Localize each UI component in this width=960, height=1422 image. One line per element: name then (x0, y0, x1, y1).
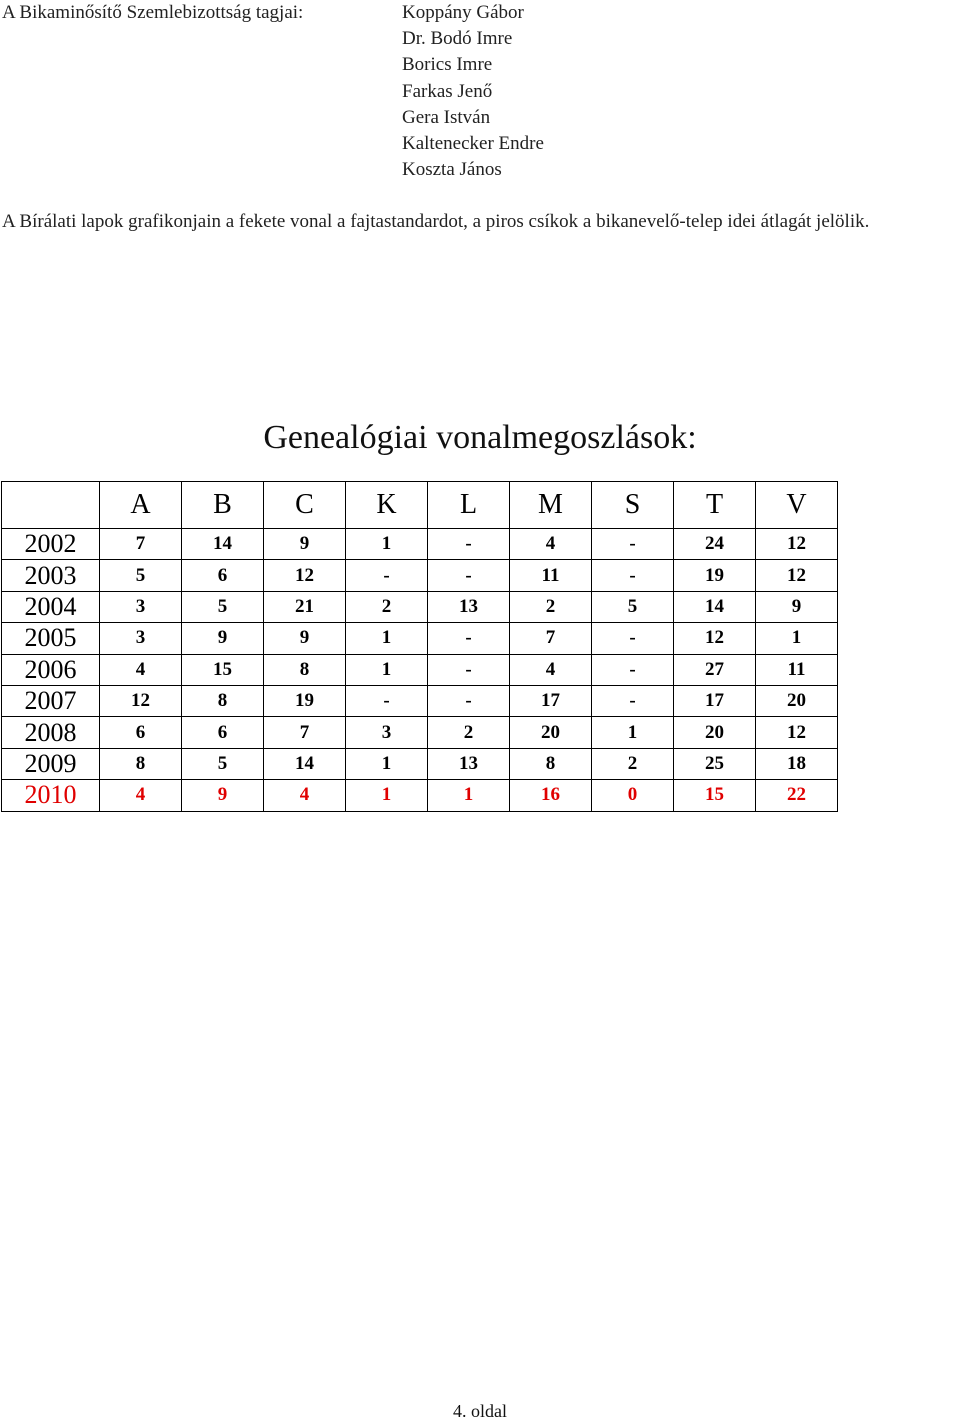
value-cell-c: 9 (264, 623, 346, 654)
value-cell-k: 1 (346, 654, 428, 685)
value-cell-k: 1 (346, 529, 428, 560)
genealogy-table (1, 481, 838, 812)
value-cell-s: 5 (592, 591, 674, 622)
value-cell-s: 0 (592, 780, 674, 811)
value-cell-l: - (428, 623, 510, 654)
committee-member: Gera István (402, 106, 491, 128)
value-cell-a: 4 (100, 780, 182, 811)
value-cell-a: 3 (100, 623, 182, 654)
value-cell-v: 20 (756, 685, 838, 716)
value-cell-s: - (592, 623, 674, 654)
page-number: 4. oldal (453, 1401, 507, 1421)
value-cell-c: 7 (264, 717, 346, 748)
column-header-v: V (756, 482, 838, 529)
value-cell-c: 12 (264, 560, 346, 591)
column-header-b: B (182, 482, 264, 529)
value-cell-b: 9 (182, 623, 264, 654)
value-cell-a: 4 (100, 654, 182, 685)
value-cell-s: - (592, 654, 674, 685)
value-cell-v: 18 (756, 748, 838, 779)
column-header-s: S (592, 482, 674, 529)
value-cell-m: 16 (510, 780, 592, 811)
column-header-k: K (346, 482, 428, 529)
value-cell-t: 19 (674, 560, 756, 591)
table-row (2, 654, 838, 685)
year-cell: 2003 (2, 560, 100, 591)
committee-member: Dr. Bodó Imre (402, 28, 513, 50)
value-cell-k: 1 (346, 748, 428, 779)
value-cell-v: 12 (756, 717, 838, 748)
value-cell-c: 8 (264, 654, 346, 685)
value-cell-l: - (428, 654, 510, 685)
table-row (2, 748, 838, 779)
value-cell-s: - (592, 560, 674, 591)
year-cell: 2006 (2, 654, 100, 685)
value-cell-l: - (428, 529, 510, 560)
year-cell: 2005 (2, 623, 100, 654)
value-cell-l: - (428, 560, 510, 591)
year-cell: 2009 (2, 748, 100, 779)
value-cell-k: 3 (346, 717, 428, 748)
table-row (2, 685, 838, 716)
value-cell-l: 13 (428, 591, 510, 622)
column-header-m: M (510, 482, 592, 529)
value-cell-s: 2 (592, 748, 674, 779)
year-cell: 2002 (2, 529, 100, 560)
year-cell: 2007 (2, 685, 100, 716)
value-cell-k: 2 (346, 591, 428, 622)
value-cell-b: 9 (182, 780, 264, 811)
value-cell-m: 11 (510, 560, 592, 591)
table-row (2, 623, 838, 654)
value-cell-t: 12 (674, 623, 756, 654)
value-cell-c: 4 (264, 780, 346, 811)
value-cell-l: 13 (428, 748, 510, 779)
value-cell-b: 6 (182, 717, 264, 748)
value-cell-m: 20 (510, 717, 592, 748)
value-cell-v: 1 (756, 623, 838, 654)
value-cell-c: 21 (264, 591, 346, 622)
value-cell-c: 9 (264, 529, 346, 560)
table-row (2, 529, 838, 560)
value-cell-m: 8 (510, 748, 592, 779)
value-cell-c: 19 (264, 685, 346, 716)
value-cell-t: 15 (674, 780, 756, 811)
committee-label: A Bikaminősítő Szemlebizottság tagjai: (2, 2, 304, 23)
table-row (2, 591, 838, 622)
value-cell-k: 1 (346, 780, 428, 811)
value-cell-a: 12 (100, 685, 182, 716)
table-title: Genealógiai vonalmegoszlások: (263, 419, 697, 456)
value-cell-t: 27 (674, 654, 756, 685)
value-cell-b: 15 (182, 654, 264, 685)
value-cell-b: 6 (182, 560, 264, 591)
committee-member: Farkas Jenő (402, 80, 493, 102)
committee-members (402, 0, 544, 183)
column-header-t: T (674, 482, 756, 529)
year-cell: 2004 (2, 591, 100, 622)
value-cell-l: - (428, 685, 510, 716)
value-cell-b: 8 (182, 685, 264, 716)
value-cell-m: 4 (510, 654, 592, 685)
committee-member: Borics Imre (402, 54, 493, 76)
value-cell-t: 24 (674, 529, 756, 560)
value-cell-v: 9 (756, 591, 838, 622)
table-header-row (2, 482, 838, 529)
column-header-l: L (428, 482, 510, 529)
value-cell-l: 1 (428, 780, 510, 811)
value-cell-t: 25 (674, 748, 756, 779)
table-corner-cell (2, 482, 100, 529)
value-cell-a: 3 (100, 591, 182, 622)
value-cell-m: 7 (510, 623, 592, 654)
value-cell-t: 20 (674, 717, 756, 748)
value-cell-c: 14 (264, 748, 346, 779)
column-header-c: C (264, 482, 346, 529)
value-cell-v: 12 (756, 560, 838, 591)
value-cell-k: 1 (346, 623, 428, 654)
value-cell-m: 17 (510, 685, 592, 716)
table-row (2, 717, 838, 748)
committee-member: Koszta János (402, 159, 502, 181)
value-cell-t: 17 (674, 685, 756, 716)
value-cell-t: 14 (674, 591, 756, 622)
committee-member: Koppány Gábor (402, 2, 524, 23)
value-cell-k: - (346, 560, 428, 591)
value-cell-s: 1 (592, 717, 674, 748)
value-cell-a: 8 (100, 748, 182, 779)
value-cell-m: 4 (510, 529, 592, 560)
value-cell-v: 12 (756, 529, 838, 560)
value-cell-a: 7 (100, 529, 182, 560)
table-row (2, 560, 838, 591)
explanation-paragraph: A Bírálati lapok grafikonjain a fekete vonal a fajtastandardot, a piros csíkok a bikanevelő-telep idei átlagát jelölik. (2, 211, 870, 232)
value-cell-v: 11 (756, 654, 838, 685)
value-cell-l: 2 (428, 717, 510, 748)
value-cell-a: 6 (100, 717, 182, 748)
year-cell: 2008 (2, 717, 100, 748)
value-cell-v: 22 (756, 780, 838, 811)
value-cell-s: - (592, 529, 674, 560)
value-cell-m: 2 (510, 591, 592, 622)
year-cell: 2010 (2, 780, 100, 811)
value-cell-b: 5 (182, 748, 264, 779)
value-cell-a: 5 (100, 560, 182, 591)
value-cell-k: - (346, 685, 428, 716)
value-cell-s: - (592, 685, 674, 716)
value-cell-b: 14 (182, 529, 264, 560)
committee-member: Kaltenecker Endre (402, 133, 544, 155)
column-header-a: A (100, 482, 182, 529)
value-cell-b: 5 (182, 591, 264, 622)
table-row (2, 780, 838, 811)
